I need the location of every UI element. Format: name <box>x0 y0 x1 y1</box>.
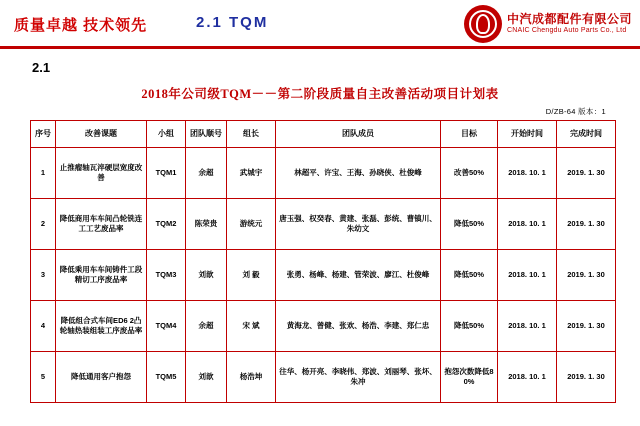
cell-group: TQM5 <box>147 352 186 403</box>
company-name-cn: 中汽成都配件有限公司 <box>506 12 632 27</box>
cell-topic: 止推瘤轴瓦淬硬层宽度改善 <box>56 148 147 199</box>
table-row <box>31 352 616 403</box>
col-header-topic: 改善课题 <box>56 121 147 148</box>
col-header-start: 开始时间 <box>498 121 557 148</box>
cell-start: 2018. 10. 1 <box>498 250 557 301</box>
cell-members: 张勇、杨峰、杨建、管荣波、廖江、杜俊峰 <box>276 250 441 301</box>
cell-group: TQM2 <box>147 199 186 250</box>
cell-team: 余超 <box>186 301 227 352</box>
slide-header <box>0 0 640 52</box>
cell-no: 3 <box>31 250 56 301</box>
cell-group: TQM4 <box>147 301 186 352</box>
cell-end: 2019. 1. 30 <box>557 250 616 301</box>
cell-no: 5 <box>31 352 56 403</box>
table-row <box>31 148 616 199</box>
cell-goal: 降低50% <box>441 199 498 250</box>
cell-no: 2 <box>31 199 56 250</box>
cell-leader: 杨浩坤 <box>227 352 276 403</box>
col-header-leader: 组长 <box>227 121 276 148</box>
section-number: 2.1 <box>32 60 51 75</box>
col-header-no: 序号 <box>31 121 56 148</box>
plan-table <box>30 120 616 403</box>
col-header-members: 团队成员 <box>276 121 441 148</box>
cell-goal: 抱怨次数降低80% <box>441 352 498 403</box>
cell-team: 陈荣贵 <box>186 199 227 250</box>
cell-goal: 降低50% <box>441 301 498 352</box>
table-row <box>31 301 616 352</box>
cell-members: 唐玉强、权癸春、黄建、张磊、彭统、曹镇川、朱幼文 <box>276 199 441 250</box>
company-logo-icon <box>464 5 502 43</box>
col-header-goal: 目标 <box>441 121 498 148</box>
header-divider <box>0 46 640 49</box>
cell-topic: 降低商用车车间凸轮铣连工工艺废品率 <box>56 199 147 250</box>
cell-members: 林超平、许宝、王海、孙晓侠、杜俊峰 <box>276 148 441 199</box>
cell-no: 4 <box>31 301 56 352</box>
header-slogan: 质量卓越 技术领先 <box>14 17 148 34</box>
cell-topic: 降低乘用车车间铸件工段精切工序废品率 <box>56 250 147 301</box>
cell-end: 2019. 1. 30 <box>557 199 616 250</box>
cell-end: 2019. 1. 30 <box>557 148 616 199</box>
cell-end: 2019. 1. 30 <box>557 352 616 403</box>
col-header-group: 小组 <box>147 121 186 148</box>
cell-group: TQM3 <box>147 250 186 301</box>
cell-no: 1 <box>31 148 56 199</box>
cell-leader: 宋 斌 <box>227 301 276 352</box>
cell-goal: 改善50% <box>441 148 498 199</box>
cell-members: 黄海龙、曾健、张欢、杨浩、李建、郑仁忠 <box>276 301 441 352</box>
cell-start: 2018. 10. 1 <box>498 301 557 352</box>
cell-team: 刘歆 <box>186 250 227 301</box>
cell-goal: 降低50% <box>441 250 498 301</box>
cell-team: 刘歆 <box>186 352 227 403</box>
table-row <box>31 199 616 250</box>
col-header-end: 完成时间 <box>557 121 616 148</box>
company-name-en: CNAIC Chengdu Auto Parts Co., Ltd <box>506 26 627 34</box>
page-title: 2018年公司级TQM－－第二阶段质量自主改善活动项目计划表 <box>141 87 499 101</box>
cell-topic: 降低组合式车间ED6 2凸轮轴热装组装工序废品率 <box>56 301 147 352</box>
cell-members: 往华、杨开亮、李晓伟、郑波、刘丽琴、张坏、朱冲 <box>276 352 441 403</box>
cell-start: 2018. 10. 1 <box>498 148 557 199</box>
table-row <box>31 250 616 301</box>
table-header-row <box>31 121 616 148</box>
cell-leader: 游统元 <box>227 199 276 250</box>
document-code: D/ZB-64 版本：1 <box>545 107 606 116</box>
header-section-label: 2.1 TQM <box>196 14 269 31</box>
cell-start: 2018. 10. 1 <box>498 352 557 403</box>
cell-leader: 武城宇 <box>227 148 276 199</box>
cell-group: TQM1 <box>147 148 186 199</box>
plan-table-wrapper <box>30 120 610 403</box>
cell-start: 2018. 10. 1 <box>498 199 557 250</box>
cell-topic: 降低通用客户抱怨 <box>56 352 147 403</box>
cell-team: 余超 <box>186 148 227 199</box>
company-logo-text <box>507 13 632 35</box>
cell-leader: 刘 毅 <box>227 250 276 301</box>
company-logo <box>464 4 632 44</box>
cell-end: 2019. 1. 30 <box>557 301 616 352</box>
col-header-team: 团队顺号 <box>186 121 227 148</box>
